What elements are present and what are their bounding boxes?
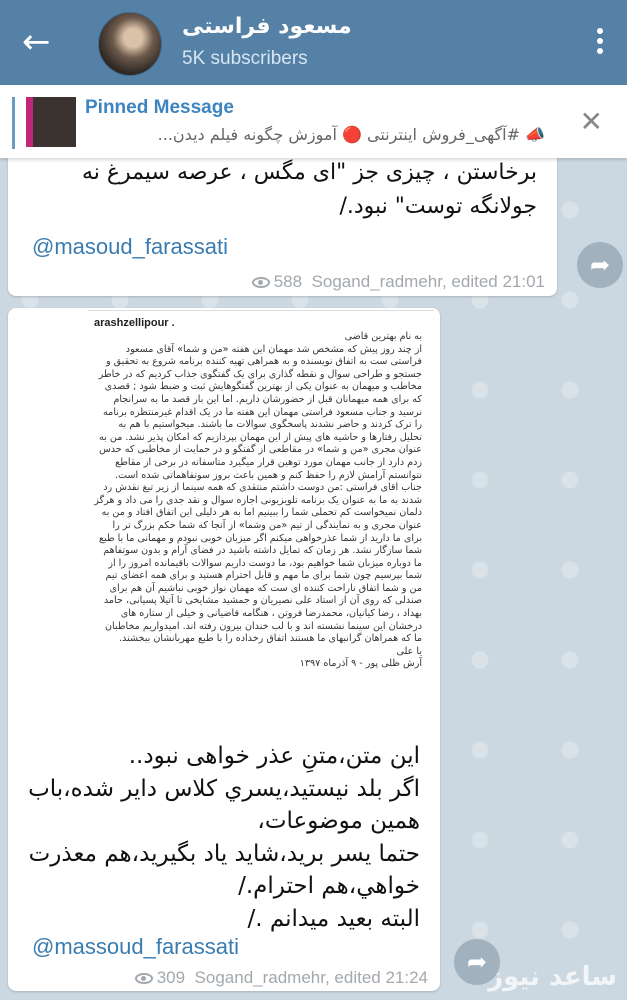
back-arrow-icon[interactable]: ← (22, 22, 51, 62)
message-text: برخاستن ، چیزی جز "ای مگس ، عرصه سیمرغ نه جولانگه توست" نبود./ (81, 160, 537, 219)
pinned-message-bar[interactable] (0, 85, 627, 158)
watermark-logo: ساعد نیوز (488, 962, 617, 992)
message-text (20, 740, 420, 935)
author-edited-time: Sogand_radmehr, edited 21:01 (311, 272, 545, 291)
channel-handle-link[interactable]: @masoud_farassati (32, 234, 228, 259)
pinned-thumbnail (26, 97, 76, 147)
share-arrow-icon[interactable]: ➦ (454, 939, 500, 985)
embedded-screenshot-image[interactable] (88, 310, 434, 726)
message-line: این متن،متنِ عذر خواهی نبود.. (128, 743, 420, 769)
image-paragraph: به نام بهترین قاضی (344, 331, 422, 342)
pinned-label: Pinned Message (85, 97, 234, 118)
eye-icon (135, 973, 153, 984)
view-count: 309 (156, 968, 186, 987)
subscriber-count: 5K subscribers (182, 48, 308, 69)
image-paragraph: از چند روز پیش که مشخص شد مهمان این هفته «من و شما» آقای مسعود فراستی ست به اتفاق نویسنده و به همراهی تهیه کننده برنامه شروع به تحقیق و جستجو و طراحی سوال و نقطه گذاری برای یک گفتگوی جذاب کردیم که در خاطر مخاطب و میهمان به عنوان یکی از بهترین گفتگوهایش ثبت و ضبط شود ; قصدی که برای همه میهمانان قبل از حضورشان داریم. اما این بار قصد ما به سرانجام نرسید و جناب مسعود فراستی مهمان این هفته ما در یک اقدام غیرمنتظره برنامه را ترک کردند و حاضر نشدند پاسخگوی سوالات ما باشند. میخواستیم با هم به تحلیل رفتارها و حاشیه های پیش از این مهمان بپردازیم که امکان پذیر نشد. من به عنوان مجری «من و شما» در مقاطعی از گفتگو و در حمایت از مخاطبی که حدس زدم دارد از جانب مهمان مورد توهین قرار میگیرد متاسفانه در برخی از مقاطع نتوانستم آرامش لازم را حفظ کنم و همین باعث بروز سوتفاهماتی شده است. (98, 343, 422, 481)
image-username: arashzellipour . (94, 317, 175, 329)
image-statement-text (88, 329, 434, 671)
message-line: البته بعيد ميدانم ./ (247, 905, 420, 932)
message-meta (135, 968, 428, 988)
message-bubble (8, 308, 440, 991)
message-line: حتما يسر بريد،شايد ياد بگيريد،هم معذرت خواهي،هم احترام./ (28, 840, 420, 899)
author-edited-time: Sogand_radmehr, edited 21:24 (194, 968, 428, 987)
message-meta (252, 272, 545, 292)
channel-avatar[interactable] (98, 12, 162, 76)
channel-handle-link[interactable]: @massoud_farassati (32, 934, 239, 959)
pinned-accent-bar (12, 97, 15, 149)
pinned-preview-text: 📣 #آگهی_فروش اینترنتی 🔴 آموزش چگونه فیلم دیدن... (157, 125, 545, 144)
channel-header (0, 0, 627, 85)
channel-title[interactable]: مسعود فراستی (182, 14, 352, 39)
more-vertical-icon[interactable] (597, 28, 603, 58)
message-line: اگر بلد نیستید،یسري کلاس داير شده،باب همين موضوعات، (28, 775, 420, 834)
view-count: 588 (273, 272, 303, 291)
close-icon[interactable]: ✕ (579, 105, 603, 138)
image-paragraph: آرش ظلی پور - ۹ آذرماه ۱۳۹۷ (299, 658, 422, 670)
share-arrow-icon[interactable]: ➦ (577, 242, 623, 288)
eye-icon (252, 277, 270, 288)
image-paragraph: یا علی (396, 645, 422, 657)
image-paragraph: جناب اقای فراستی :من دوست داشتم منتقدی که همه سینما از زیر تیغ نقدش رد شدند به ما به عنوان یک برنامه تلویزیونی اجازه سوال و نقد جدی را می داد و هرگز دلمان نمیخواست کم تحملی شما را ببینیم اما به هر دلیلی این اتفاق افتاد و من به عنوان مجری و به نمایندگی از تیم «من وشما» از آنجا که شما حکم بزرگ تر را برای ما دارید از شما عذرخواهی میکنم اگر میزبان خوبی نبودم و مهمانی ما با طبع شما سازگار نشد. هر زمان که تمایل داشته باشید در فضای آرام و بدون سوتفاهم ما دوباره میزبان شما خواهیم بود، ما دوست داریم سوالات باقیمانده امروز را از شما بپرسیم چون شما برای ما مهم و قابل احترام هستید و برای همه اعضای تیم من و شما اتفاق ناراحت کننده ای ست که مهمان نواز خوبی نباشیم آن هم برای صندلی که روی آن از استاد علی نصیریان و جمشید مشایخی تا آتیلا پسیانی، حامد بهداد ، رضا کیانیان، محمدرضا فروتن ، هنگامه قاضیانی و خیلی از ستاره های درخشان این سینما نشسته اند و با لب خندان بیرون رفته اند. امیدواریم مخاطبان ما که همراهان گرانبهای ما هستند اتفاق رخداده را با طبع مهربانشان ببخشند. (94, 482, 422, 645)
